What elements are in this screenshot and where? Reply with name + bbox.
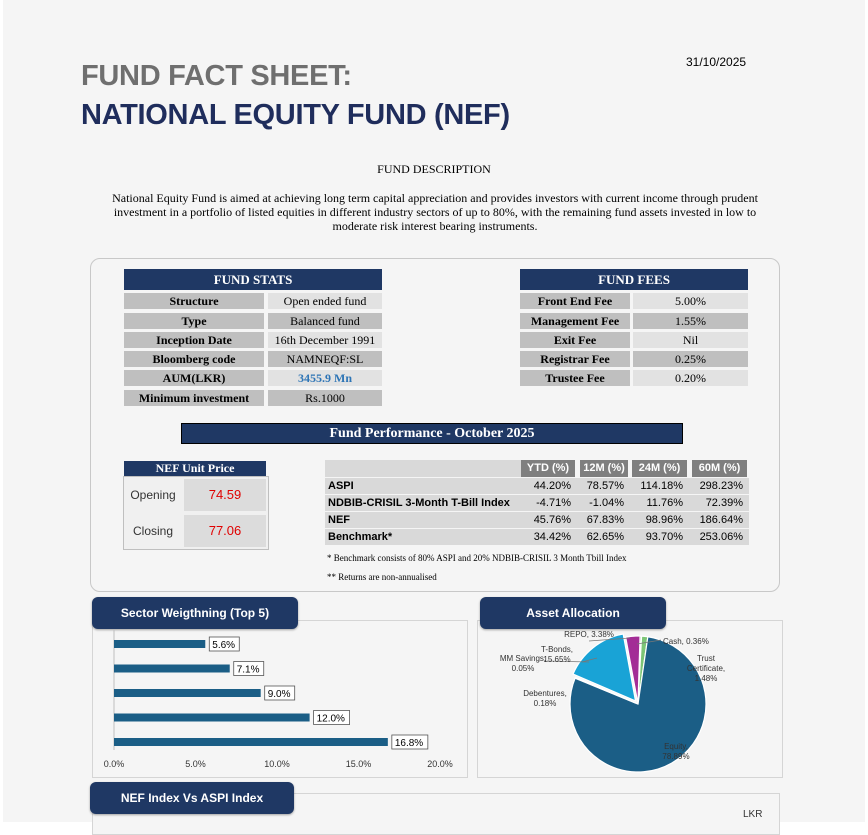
perf-row xyxy=(325,478,749,494)
perf-value: 45.76% xyxy=(533,514,571,526)
stats-value: Rs.1000 xyxy=(268,390,382,406)
pie-label: Cash, 0.36% xyxy=(663,637,709,646)
perf-value: 298.23% xyxy=(699,480,743,492)
fees-value: 0.20% xyxy=(633,370,748,386)
pie-label: Equity, 78.89% xyxy=(662,742,690,761)
sector-x-tick: 0.0% xyxy=(103,759,125,769)
fact-sheet-page xyxy=(3,0,865,822)
fees-value: 5.00% xyxy=(633,293,748,309)
perf-col-header: 12M (%) xyxy=(580,460,628,477)
perf-row-name: NDBIB-CRISIL 3-Month T-Bill Index xyxy=(328,497,510,509)
perf-value: 44.20% xyxy=(533,480,571,492)
sector-bar xyxy=(114,689,261,697)
perf-value: 186.64% xyxy=(699,514,743,526)
returns-note: ** Returns are non-annualised xyxy=(327,572,437,582)
sector-value-label: 9.0% xyxy=(267,689,291,700)
description-heading: FUND DESCRIPTION xyxy=(377,162,491,176)
title-line1: FUND FACT SHEET: xyxy=(81,60,352,92)
sector-bar-chart xyxy=(92,630,466,776)
index-chart-tab: NEF Index Vs ASPI Index xyxy=(90,782,294,814)
sector-bar xyxy=(114,640,205,648)
sector-value-label: 7.1% xyxy=(236,664,260,676)
perf-row xyxy=(325,495,749,511)
fund-stats-title: FUND STATS xyxy=(124,269,382,290)
perf-row-name: ASPI xyxy=(328,480,354,492)
performance-title: Fund Performance - October 2025 xyxy=(181,423,683,444)
asset-allocation-tab: Asset Allocation xyxy=(480,597,666,629)
perf-col-header: 24M (%) xyxy=(632,460,687,477)
sector-weighting-tab: Sector Weigthning (Top 5) xyxy=(92,597,298,629)
title-line2: NATIONAL EQUITY FUND (NEF) xyxy=(81,99,510,131)
stats-value: 16th December 1991 xyxy=(268,332,382,348)
benchmark-note: * Benchmark consists of 80% ASPI and 20% NDBIB-CRISIL 3 Month Tbill Index xyxy=(327,553,627,563)
pie-label: Trust Certificate, 1.48% xyxy=(686,654,726,683)
closing-value: 77.06 xyxy=(184,515,266,547)
opening-row xyxy=(124,478,268,512)
fees-value: 1.55% xyxy=(633,313,748,329)
opening-value: 74.59 xyxy=(184,479,266,511)
sector-bar xyxy=(114,665,230,673)
stats-label: Bloomberg code xyxy=(124,351,264,367)
pie-label: MM Savings, 0.05% xyxy=(499,654,547,673)
fees-value: 0.25% xyxy=(633,351,748,367)
unit-price-box xyxy=(123,476,269,550)
perf-value: -4.71% xyxy=(536,497,571,509)
pie-label: REPO, 3.38% xyxy=(564,630,614,639)
perf-value: 114.18% xyxy=(640,480,683,492)
description-text: National Equity Fund is aimed at achieving long term capital appreciation and provides investors with current income through prudent investment in a portfolio of listed equities in different industry sectors of up to 80%, with the remaining fund assets invested in low to moderate risk interest bearing instruments. xyxy=(112,191,758,233)
unit-price-title: NEF Unit Price xyxy=(124,461,266,476)
perf-value: -1.04% xyxy=(589,497,624,509)
index-unit-label: LKR xyxy=(743,809,763,820)
fees-label: Management Fee xyxy=(520,313,630,329)
fees-label: Trustee Fee xyxy=(520,370,630,386)
sector-x-tick: 10.0% xyxy=(264,759,290,769)
perf-row xyxy=(325,529,749,545)
asset-pie-chart xyxy=(477,620,781,776)
stats-value: 3455.9 Mn xyxy=(268,370,382,386)
perf-value: 93.70% xyxy=(645,531,683,543)
closing-label: Closing xyxy=(132,524,174,538)
opening-label: Opening xyxy=(130,488,176,502)
sector-x-tick: 20.0% xyxy=(427,759,453,769)
fees-label: Exit Fee xyxy=(520,332,630,348)
fees-label: Front End Fee xyxy=(520,293,630,309)
perf-value: 78.57% xyxy=(586,480,624,492)
fees-value: Nil xyxy=(633,332,748,348)
perf-value: 11.76% xyxy=(646,497,683,509)
perf-col-header: YTD (%) xyxy=(521,460,575,477)
perf-row-name: Benchmark* xyxy=(328,531,393,543)
stats-label: AUM(LKR) xyxy=(124,370,264,386)
stats-value: Open ended fund xyxy=(268,293,382,309)
pie-label: Debentures, 0.18% xyxy=(523,689,567,708)
perf-row-name: NEF xyxy=(328,514,350,526)
fund-fees-title: FUND FEES xyxy=(520,269,748,290)
sector-bar xyxy=(114,738,388,746)
perf-value: 67.83% xyxy=(586,514,624,526)
perf-value: 98.96% xyxy=(645,514,683,526)
perf-value: 34.42% xyxy=(533,531,571,543)
stats-label: Minimum investment xyxy=(124,390,264,406)
sector-x-tick: 15.0% xyxy=(345,759,372,769)
sector-x-tick: 5.0% xyxy=(185,759,206,769)
perf-row xyxy=(325,512,749,528)
sector-value-label: 16.8% xyxy=(394,738,424,749)
stats-label: Type xyxy=(124,313,264,329)
fees-label: Registrar Fee xyxy=(520,351,630,367)
perf-col-header: 60M (%) xyxy=(692,460,747,477)
stats-value: NAMNEQF:SL xyxy=(268,351,382,367)
perf-value: 72.39% xyxy=(705,497,743,509)
pie-label: T-Bonds, 15.65% xyxy=(540,645,574,664)
closing-row xyxy=(124,514,268,548)
stats-label: Structure xyxy=(124,293,264,309)
stats-value: Balanced fund xyxy=(268,313,382,329)
perf-value: 62.65% xyxy=(586,531,624,543)
stats-label: Inception Date xyxy=(124,332,264,348)
perf-value: 253.06% xyxy=(699,531,743,543)
sector-bar xyxy=(114,714,310,722)
sector-value-label: 12.0% xyxy=(316,713,345,725)
perf-header-blank xyxy=(325,460,521,477)
report-date: 31/10/2025 xyxy=(686,55,747,69)
sector-value-label: 5.6% xyxy=(212,640,236,651)
